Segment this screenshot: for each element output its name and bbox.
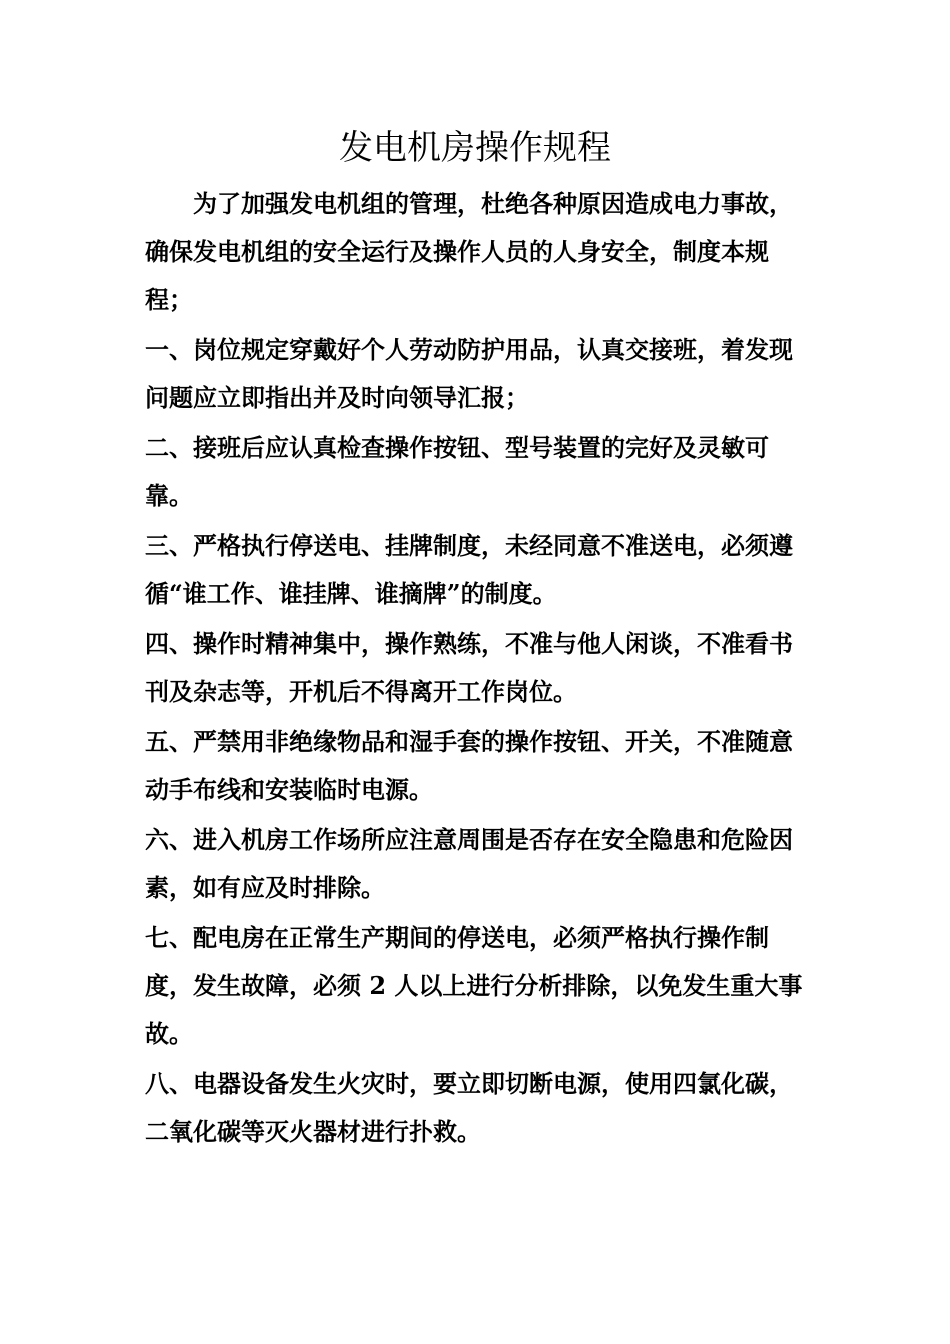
rule-2: 二、接班后应认真检查操作按钮、型号装置的完好及灵敏可靠。 bbox=[145, 433, 769, 510]
rule-5: 五、严禁用非绝缘物品和湿手套的操作按钮、开关，不准随意动手布线和安装临时电源。 bbox=[145, 727, 793, 804]
rule-3: 三、严格执行停送电、挂牌制度，未经同意不准送电，必须遵循“谁工作、谁挂牌、谁摘牌”的制度。 bbox=[145, 531, 793, 608]
rule-8: 八、电器设备发生火灾时，要立即切断电源，使用四氯化碳，二氧化碳等灭火器材进行扑救。 bbox=[145, 1069, 793, 1146]
rule-1: 一、岗位规定穿戴好个人劳动防护用品，认真交接班，着发现问题应立即指出并及时向领导汇报； bbox=[145, 335, 793, 412]
intro-paragraph: 为了加强发电机组的管理，杜绝各种原因造成电力事故，确保发电机组的安全运行及操作人员的人身安全，制度本规程； bbox=[145, 189, 793, 314]
rule-6: 六、进入机房工作场所应注意周围是否存在安全隐患和危险因素，如有应及时排除。 bbox=[145, 825, 793, 902]
rule-7: 七、配电房在正常生产期间的停送电，必须严格执行操作制度，发生故障，必须 2 人以上进行分析排除，以免发生重大事故。 bbox=[145, 923, 803, 1048]
document-body bbox=[145, 180, 811, 1158]
rule-4: 四、操作时精神集中，操作熟练，不准与他人闲谈，不准看书刊及杂志等，开机后不得离开工作岗位。 bbox=[145, 629, 793, 706]
document-title: 发电机房操作规程 bbox=[339, 128, 611, 168]
